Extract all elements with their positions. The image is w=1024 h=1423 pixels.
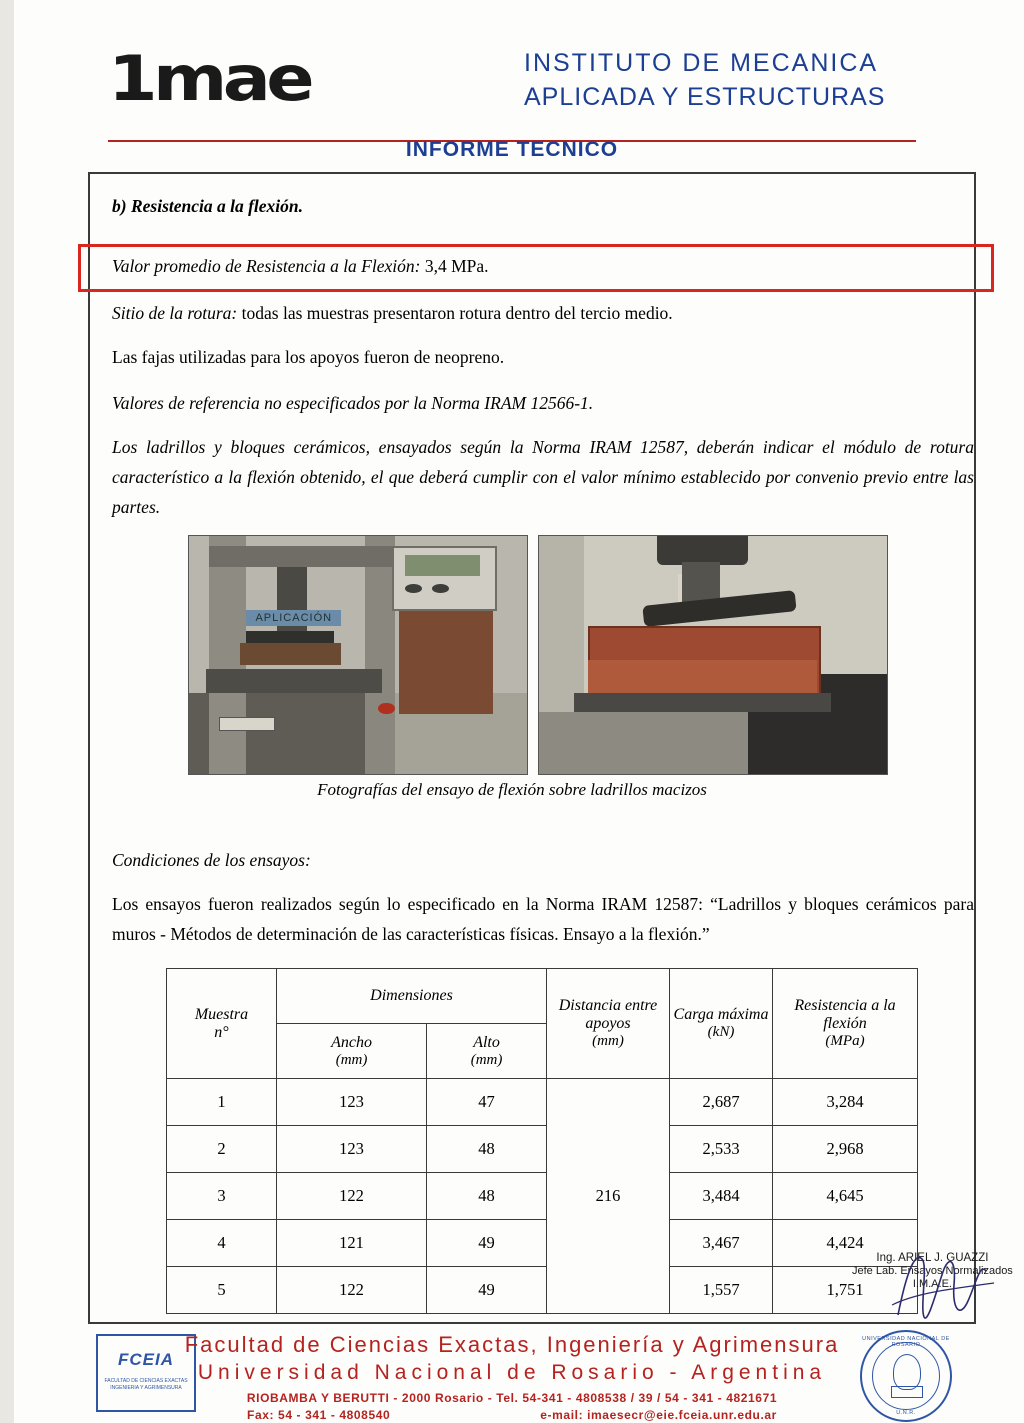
cell-width: 123	[277, 1079, 427, 1126]
cell-load: 3,467	[670, 1220, 773, 1267]
results-table-wrapper	[166, 968, 918, 1314]
table-row	[167, 1220, 918, 1267]
cell-sample: 5	[167, 1267, 277, 1314]
section-heading-block	[112, 186, 950, 239]
footer-fax: Fax: 54 - 341 - 4808540	[247, 1408, 391, 1422]
signature-block	[852, 1252, 1013, 1291]
average-flexural-strength-label: Valor promedio de Resistencia a la Flexión:	[112, 256, 421, 276]
cell-sample: 3	[167, 1173, 277, 1220]
results-table	[166, 968, 918, 1314]
unr-seal-bottom-text: U.N.R.	[896, 1410, 916, 1416]
section-title: b) Resistencia a la flexión.	[112, 196, 304, 216]
rupture-paragraph	[112, 298, 950, 328]
cell-sample: 4	[167, 1220, 277, 1267]
test-photographs	[188, 535, 888, 775]
conditions-title: Condiciones de los ensayos:	[112, 850, 311, 870]
table-row	[167, 1079, 918, 1126]
table-row	[167, 1267, 918, 1314]
cell-load: 2,533	[670, 1126, 773, 1173]
document-header	[0, 22, 1024, 132]
fceia-logo-name: FCEIA	[118, 1350, 174, 1369]
cell-sample: 1	[167, 1079, 277, 1126]
footer-faculty: Facultad de Ciencias Exactas, Ingeniería y Agrimensura	[184, 1332, 840, 1357]
th-span: Distancia entre apoyos (mm)	[547, 969, 670, 1079]
cell-width: 123	[277, 1126, 427, 1173]
cell-strength: 2,968	[773, 1126, 918, 1173]
cell-strength: 4,645	[773, 1173, 918, 1220]
report-title: INFORME TECNICO	[405, 138, 619, 161]
reference-block	[112, 388, 974, 536]
footer-address: RIOBAMBA Y BERUTTI - 2000 Rosario - Tel. 54-341 - 4808538 / 39 / 54 - 341 - 4821671	[246, 1391, 778, 1405]
photo-press-machine	[188, 535, 528, 775]
cell-height: 49	[427, 1267, 547, 1314]
average-flexural-strength-value: 3,4 MPa.	[424, 256, 489, 276]
cell-width: 122	[277, 1173, 427, 1220]
institute-line-2: APLICADA Y ESTRUCTURAS	[524, 83, 886, 111]
cell-height: 47	[427, 1079, 547, 1126]
reference-paragraph: Los ladrillos y bloques cerámicos, ensayados según la Norma IRAM 12587, deberán indicar el módulo de rotura característico a la flexión obtenido, el que deberá cumplir con el valor mínimo establecido por convenio previo entre las partes.	[112, 437, 974, 517]
cell-load: 1,557	[670, 1267, 773, 1314]
unr-seal	[860, 1330, 952, 1422]
photo-specimen-closeup	[538, 535, 888, 775]
conditions-block	[112, 850, 974, 963]
photo-caption: Fotografías del ensayo de flexión sobre ladrillos macizos	[317, 780, 707, 799]
cell-strength: 1,751	[773, 1267, 918, 1314]
cell-sample: 2	[167, 1126, 277, 1173]
table-row	[167, 1173, 918, 1220]
footer-university: Universidad Nacional de Rosario - Argentina	[197, 1361, 827, 1384]
cell-load: 2,687	[670, 1079, 773, 1126]
cell-strength: 4,424	[773, 1220, 918, 1267]
signature-name: Ing. ARIEL J. GUAZZI	[876, 1252, 989, 1264]
cell-width: 122	[277, 1267, 427, 1314]
signature-role: Jefe Lab. Ensayos Normalizados	[852, 1265, 1013, 1277]
strips-paragraph: Las fajas utilizadas para los apoyos fueron de neopreno.	[112, 347, 505, 367]
institute-name	[524, 46, 885, 114]
average-flexural-strength	[112, 256, 489, 277]
cell-width: 121	[277, 1220, 427, 1267]
cell-height: 48	[427, 1173, 547, 1220]
th-height: Alto (mm)	[427, 1024, 547, 1079]
th-load: Carga máxima (kN)	[670, 969, 773, 1079]
footer-email[interactable]: e-mail: imaesecr@eie.fceia.unr.edu.ar	[540, 1408, 777, 1422]
rupture-label: Sitio de la rotura:	[112, 303, 238, 323]
cell-span: 216	[547, 1079, 670, 1314]
cell-load: 3,484	[670, 1173, 773, 1220]
fceia-logo-sub: FACULTAD DE CIENCIAS EXACTAS INGENIERIA Y AGRIMENSURA	[104, 1378, 188, 1391]
cell-strength: 3,284	[773, 1079, 918, 1126]
photo-machine-label: APLICACIÓN	[246, 610, 341, 627]
cell-height: 49	[427, 1220, 547, 1267]
th-sample: Muestra n°	[167, 969, 277, 1079]
unr-seal-top-text: UNIVERSIDAD NACIONAL DE ROSARIO	[862, 1336, 950, 1348]
rupture-text: todas las muestras presentaron rotura dentro del tercio medio.	[241, 303, 673, 323]
th-width: Ancho (mm)	[277, 1024, 427, 1079]
torch-icon	[893, 1354, 921, 1390]
imae-logo: 1mae	[108, 42, 310, 115]
cell-height: 48	[427, 1126, 547, 1173]
th-dimensions: Dimensiones	[277, 969, 547, 1024]
table-header-row-1	[167, 969, 918, 1024]
reference-note: Valores de referencia no especificados por la Norma IRAM 12566-1.	[112, 393, 594, 413]
scan-edge-artifact	[0, 0, 14, 1423]
conditions-paragraph: Los ensayos fueron realizados según lo especificado en la Norma IRAM 12587: “Ladrillos y bloques cerámicos para muros - Métodos de determinación de las características físicas. Ensayo a la flexión.”	[112, 894, 974, 944]
signature-org: I.M.A.E.	[912, 1278, 952, 1290]
table-row	[167, 1126, 918, 1173]
th-strength: Resistencia a la flexión (MPa)	[773, 969, 918, 1079]
rupture-block	[112, 298, 950, 386]
institute-line-1: INSTITUTO DE MECANICA	[524, 49, 879, 77]
